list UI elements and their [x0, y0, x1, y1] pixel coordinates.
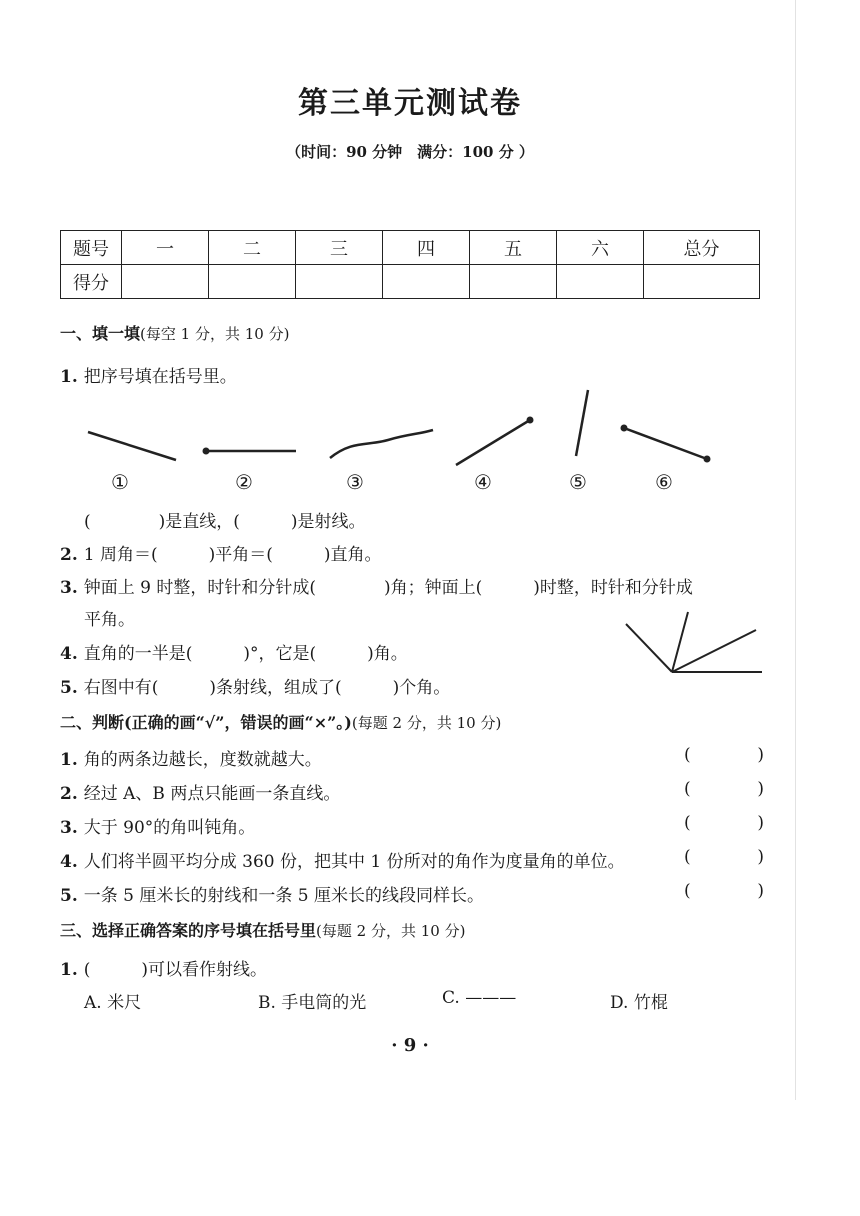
judge-item-2: 2. 经过 A、B 两点只能画一条直线。	[60, 784, 341, 804]
judge-item-3: 3. 大于 90°的角叫钝角。	[60, 818, 256, 838]
table-cell: 题号	[61, 231, 122, 265]
figure-label: ②	[235, 470, 253, 494]
choice-question-1: 1. ( )可以看作射线。	[60, 960, 268, 980]
question-1-4: 4. 直角的一半是( )°，它是( )角。	[60, 644, 408, 664]
section3-heading: 三、选择正确答案的序号填在括号里(每题 2 分，共 10 分)	[60, 921, 466, 940]
table-cell: 得分	[61, 265, 122, 299]
question-1-2: 2. 1 周角＝( )平角＝( )直角。	[60, 545, 382, 565]
answer-parens[interactable]: ( )	[684, 881, 764, 901]
answer-parens[interactable]: ( )	[684, 779, 764, 799]
section-note: (每题 2 分，共 10 分)	[351, 714, 502, 732]
option-a: A. 米尺	[84, 993, 142, 1013]
rays-figure	[622, 608, 762, 678]
question-1-5: 5. 右图中有( )条射线，组成了( )个角。	[60, 678, 451, 698]
page-title: 第三单元测试卷	[298, 86, 522, 121]
page-number: · 9 ·	[391, 1035, 429, 1056]
answer-line: ( )是直线，( )是射线。	[84, 512, 366, 532]
figure-label: ④	[474, 470, 492, 494]
table-cell: 四	[383, 231, 470, 265]
question-1-1: 1. 把序号填在括号里。	[60, 367, 237, 387]
section-note: (每题 2 分，共 10 分)	[316, 922, 466, 940]
section2-heading: 二、判断(正确的画“√”，错误的画“×”。)(每题 2 分，共 10 分)	[60, 713, 502, 732]
option-d: D. 竹棍	[610, 993, 668, 1013]
figure-label: ⑤	[569, 470, 587, 494]
figure-label: ③	[346, 470, 364, 494]
answer-parens[interactable]: ( )	[684, 813, 764, 833]
table-cell: 一	[122, 231, 209, 265]
answer-parens[interactable]: ( )	[684, 745, 764, 765]
judge-item-1: 1. 角的两条边越长，度数就越大。	[60, 750, 322, 770]
table-cell: 六	[557, 231, 644, 265]
exam-info: （时间：90 分钟 满分：100 分 ）	[286, 143, 534, 161]
question-continuation: 平角。	[84, 610, 135, 630]
question-1-3: 3. 钟面上 9 时整，时针和分针成( )角；钟面上( )时整，时针和分针成	[60, 578, 693, 598]
judge-item-5: 5. 一条 5 厘米长的射线和一条 5 厘米长的线段同样长。	[60, 886, 484, 906]
section-note: (每空 1 分，共 10 分)	[140, 325, 290, 343]
table-cell: 三	[296, 231, 383, 265]
figure-label: ①	[111, 470, 129, 494]
section1-heading: 一、填一填(每空 1 分，共 10 分)	[60, 324, 290, 343]
judge-item-4: 4. 人们将半圆平均分成 360 份，把其中 1 份所对的角作为度量角的单位。	[60, 852, 625, 872]
table-cell: 五	[470, 231, 557, 265]
option-c: C. ———	[442, 988, 517, 1008]
table-cell: 总分	[644, 231, 760, 265]
figure-label: ⑥	[655, 470, 673, 494]
line-figures	[0, 0, 860, 520]
option-b: B. 手电筒的光	[258, 993, 367, 1013]
answer-parens[interactable]: ( )	[684, 847, 764, 867]
table-cell: 二	[209, 231, 296, 265]
